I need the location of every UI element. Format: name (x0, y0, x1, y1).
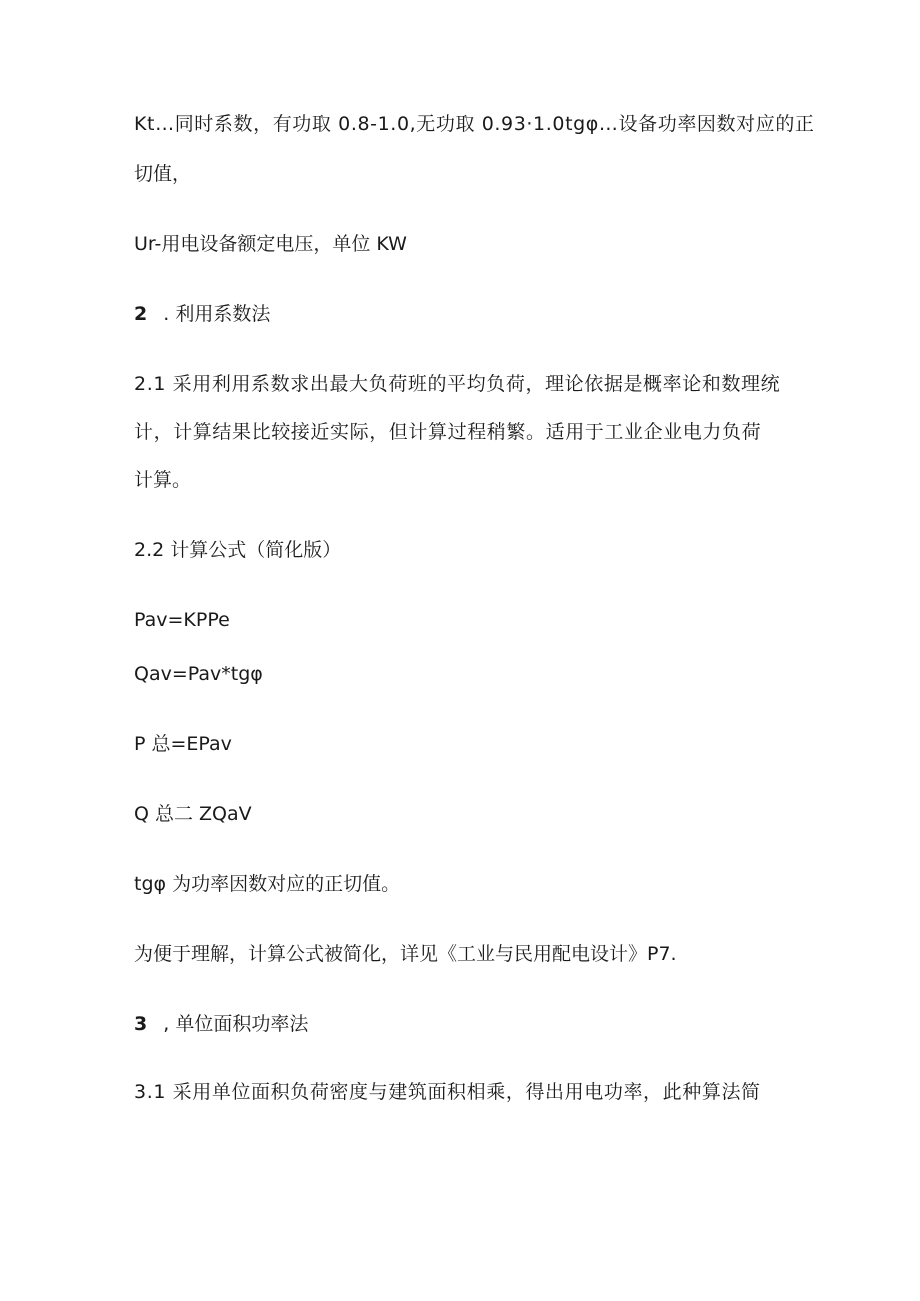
section-number: 3 (134, 1013, 148, 1035)
formula: Qav=Pav*tgφ (134, 663, 263, 685)
paragraph-line: 计，计算结果比较接近实际，但计算过程稍繁。适用于工业企业电力负荷 (134, 421, 762, 443)
note: tgφ 为功率因数对应的正切值。 (134, 873, 401, 895)
paragraph-line: 2.1 采用利用系数求出最大负荷班的平均负荷，理论依据是概率论和数理统 (134, 373, 781, 395)
note: 为便于理解，计算公式被简化，详见《工业与民用配电设计》P7. (134, 943, 677, 965)
formula: Q 总二 ZQaV (134, 803, 252, 825)
paragraph-line: Kt…同时系数，有功取 0.8-1.0,无功取 0.93·1.0tgφ…设备功率因数对应的正 (134, 113, 815, 135)
paragraph-line: 计算。 (134, 469, 192, 491)
formula: Pav=KPPe (134, 609, 230, 631)
paragraph-line: 切值， (134, 163, 192, 185)
section-title: , 单位面积功率法 (163, 1013, 309, 1035)
paragraph-line: 3.1 采用单位面积负荷密度与建筑面积相乘，得出用电功率，此种算法简 (134, 1081, 761, 1103)
section-number: 2 (134, 303, 148, 325)
section-heading-2 (134, 302, 270, 326)
section-title: . 利用系数法 (163, 303, 271, 325)
paragraph: Ur-用电设备额定电压，单位 KW (134, 233, 407, 255)
formula: P 总=EPav (134, 733, 232, 755)
subsection-heading: 2.2 计算公式（简化版） (134, 539, 342, 561)
section-heading-3 (134, 1012, 308, 1036)
